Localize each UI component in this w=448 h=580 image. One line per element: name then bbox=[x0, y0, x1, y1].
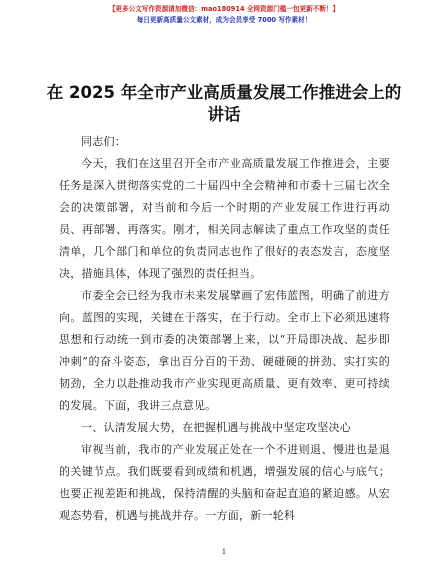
document-title: 在 2025 年全市产业高质量发展工作推进会上的讲话 bbox=[46, 83, 402, 124]
banner-line-1: 【更多公文写作资源请加微信：mao180914 全网资源门槛一包更新不断！】 bbox=[108, 5, 340, 13]
banner-line-2: 每日更新高质量公文素材，成为会员享受 7000 写作素材！ bbox=[136, 16, 312, 24]
section-heading-1: 一、认清发展大势，在把握机遇与挑战中坚定攻坚决心 bbox=[81, 421, 351, 434]
header-banner bbox=[0, 4, 448, 26]
paragraph-opening: 今天，我们在这里召开全市产业高质量发展工作推进会，主要任务是深入贯彻落实党的二十届四中全会精神和市委十三届七次全会的决策部署，对当前和今后一个时期的产业发展工作进行再动员、再部署、再落实。刚才，相关同志解读了重点工作攻坚的责任清单，几个部门和单位的负责同志也作了很好的表态发言，态度坚决，措施具体，体现了强烈的责任担当。 bbox=[59, 157, 390, 280]
paragraph-situation: 审视当前，我市的产业发展正处在一个不进则退、慢进也是退的关键节点。我们既要看到成绩和机遇，增强发展的信心与底气；也要正视差距和挑战，保持清醒的头脑和奋起直追的紧迫感。从宏观态势看，机遇与挑战并存。一方面，新一轮科 bbox=[59, 443, 390, 522]
document-body bbox=[59, 131, 390, 527]
paragraph-blueprint: 市委全会已经为我市未来发展擘画了宏伟蓝图，明确了前进方向。蓝图的实现，关键在于落实，在于行动。全市上下必须迅速将思想和行动统一到市委的决策部署上来，以“开局即决战、起步即冲刺”的奋斗姿态，拿出百分百的干劲、硬碰硬的拼劲、实打实的韧劲，全力以赴推动我市产业实现更高质量、更有效率、更可持续的发展。下面，我讲三点意见。 bbox=[59, 289, 390, 412]
salutation: 同志们： bbox=[81, 135, 126, 148]
page-number: 1 bbox=[221, 547, 227, 556]
